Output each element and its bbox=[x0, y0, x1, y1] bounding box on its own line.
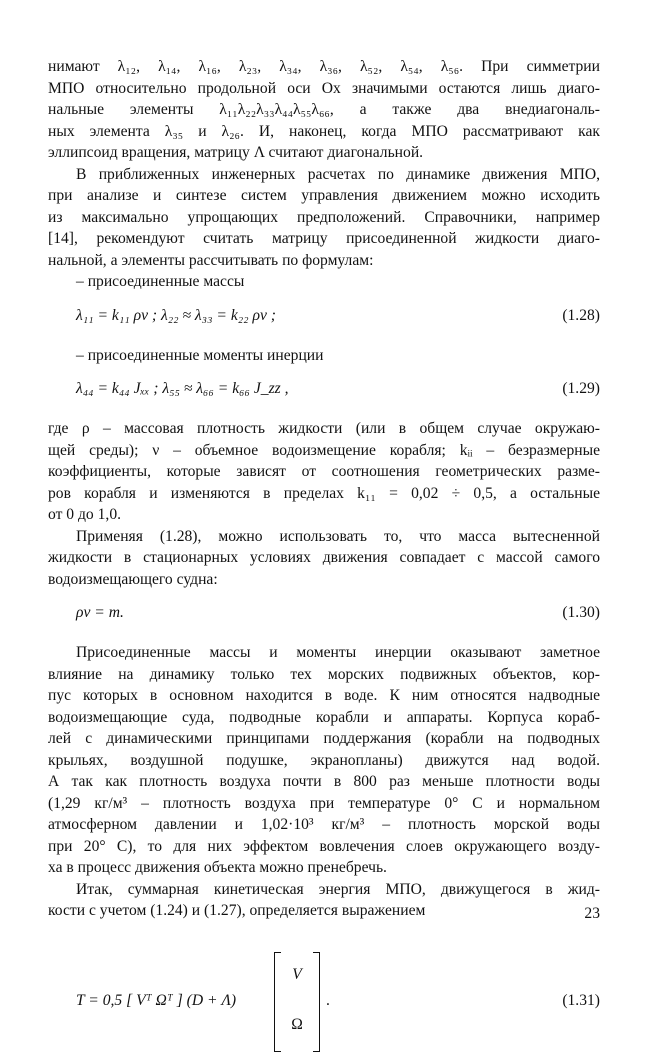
equation-1-30 bbox=[48, 604, 600, 628]
paragraph-4 bbox=[48, 526, 600, 591]
text-line: А так как плотность воздуха почти в 800 раз меньше плотности воды bbox=[48, 773, 600, 790]
text-line: эллипсоид вращения, матрицу Λ считают диагональной. bbox=[48, 144, 424, 161]
equation-number: (1.31) bbox=[562, 991, 600, 1009]
equation-1-29 bbox=[48, 380, 600, 404]
equation-number: (1.29) bbox=[562, 380, 600, 397]
equation-text: λ₁₁ = k₁₁ ρν ; λ₂₂ ≈ λ₃₃ = k₂₂ ρν ; bbox=[76, 306, 277, 324]
text-line: нальные элементы λ₁₁λ₂₂λ₃₃λ₄₄λ₅₅λ₆₆, а также два внедиагональ- bbox=[48, 101, 600, 118]
text-line: из максимально упрощающих предположений. Справочники, например bbox=[48, 208, 600, 226]
equation-tail: . bbox=[326, 991, 330, 1009]
text-line: крыльях, воздушной подушке, экранопланы) движутся над водой. bbox=[48, 751, 600, 769]
text-line: (1,29 кг/м³ – плотность воздуха при температуре 0° С и нормальном bbox=[48, 794, 600, 812]
text-line: жидкости в стационарных условиях движения совпадает с массой самого bbox=[48, 549, 600, 566]
text-line: влияние на динамику только тех морских подвижных объектов, кор- bbox=[48, 665, 600, 683]
equation-text: λ₄₄ = k₄₄ Jₓₓ ; λ₅₅ ≈ λ₆₆ = k₆₆ J_zz , bbox=[76, 380, 289, 397]
paragraph-1 bbox=[48, 56, 600, 164]
equation-number: (1.30) bbox=[562, 604, 600, 621]
vector-top-entry: V bbox=[292, 965, 302, 983]
text-line: от 0 до 1,0. bbox=[48, 506, 122, 523]
paragraph-2 bbox=[48, 164, 600, 272]
text-line: пус которых в основном находится в воде. К ним относятся надводные bbox=[48, 687, 600, 704]
text-line: где ρ – массовая плотность жидкости (или в общем случае окружаю- bbox=[48, 420, 600, 437]
equation-lhs: T = 0,5 [ Vᵀ Ωᵀ ] (D + Λ) bbox=[76, 991, 237, 1009]
text-line: ных элемента λ₃₅ и λ₂₆. И, наконец, когда МПО рассматривают как bbox=[48, 122, 600, 140]
text-line: В приближенных инженерных расчетах по динамике движения МПО, bbox=[76, 165, 600, 183]
vector-bottom-entry: Ω bbox=[291, 1015, 303, 1033]
page-number: 23 bbox=[584, 905, 600, 922]
text-line: ха в процесс движения объекта можно пренебречь. bbox=[48, 859, 387, 876]
equation-1-31 bbox=[48, 965, 600, 1033]
list-item-masses: – присоединенные массы bbox=[76, 273, 245, 290]
equation-1-28 bbox=[48, 307, 600, 331]
column-vector bbox=[274, 952, 320, 1052]
text-line: при 20° С), то для них эффектом вовлечения слоев окружающего возду- bbox=[48, 837, 600, 855]
text-line: [14], рекомендуют считать матрицу присоединенной жидкости диаго- bbox=[48, 230, 600, 247]
text-line: кости с учетом (1.24) и (1.27), определяется выражением bbox=[48, 902, 426, 919]
text-line: Присоединенные массы и моменты инерции оказывают заметное bbox=[76, 644, 600, 661]
text-line: ров корабля и изменяются в пределах k₁₁ = 0,02 ÷ 0,5, а остальные bbox=[48, 484, 600, 502]
text-line: водоизмещающего судна: bbox=[48, 570, 218, 588]
paragraph-5 bbox=[48, 642, 600, 879]
text-line: нимают λ₁₂, λ₁₄, λ₁₆, λ₂₃, λ₃₄, λ₃₆, λ₅₂, λ₅₄, λ₅₆. При симметрии bbox=[48, 58, 600, 75]
list-item-moments: – присоединенные моменты инерции bbox=[76, 346, 324, 364]
text-line: щей среды); ν – объемное водоизмещение корабля; kᵢᵢ – безразмерные bbox=[48, 441, 600, 459]
equation-number: (1.28) bbox=[562, 306, 600, 324]
text-line: МПО относительно продольной оси Ox значимыми остаются лишь диаго- bbox=[48, 79, 600, 97]
text-line: нальной, а элементы рассчитывать по формулам: bbox=[48, 251, 374, 269]
paragraph-3 bbox=[48, 418, 600, 526]
text-line: водоизмещающие суда, подводные корабли и аппараты. Корпуса кораб- bbox=[48, 708, 600, 726]
text-line: при анализе и синтезе систем управления движением можно исходить bbox=[48, 187, 600, 204]
text-line: атмосферном давлении и 1,02·10³ кг/м³ – плотность морской воды bbox=[48, 816, 600, 833]
paragraph-6 bbox=[48, 879, 600, 922]
text-line: коэффициенты, которые зависят от соотношения геометрических разме- bbox=[48, 463, 600, 480]
equation-text: ρν = m. bbox=[76, 604, 124, 621]
page-body bbox=[48, 56, 600, 1033]
text-line: Итак, суммарная кинетическая энергия МПО, движущегося в жид- bbox=[76, 880, 600, 898]
text-line: лей с динамическими принципами поддержания (корабли на подводных bbox=[48, 730, 600, 747]
text-line: Применяя (1.28), можно использовать то, что масса вытесненной bbox=[76, 527, 600, 545]
